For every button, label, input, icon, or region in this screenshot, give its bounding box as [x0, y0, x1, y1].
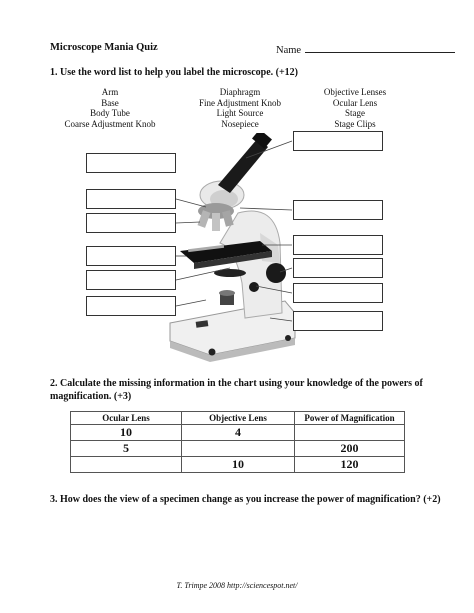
label-box-left-5[interactable] [86, 270, 176, 290]
word-arm: Arm [101, 87, 119, 97]
word-nosepiece: Nosepiece [221, 118, 259, 129]
word-stage-clips: Stage Clips [334, 118, 376, 129]
header-power-of-magnification: Power of Magnification [295, 412, 405, 425]
word-diaphragm: Diaphragm [219, 87, 261, 97]
table-row [71, 441, 405, 457]
table-row [71, 425, 405, 441]
word-base: Base [101, 97, 119, 108]
label-box-right-1[interactable] [293, 131, 383, 151]
word-objective-lenses: Objective Lenses [323, 87, 387, 97]
label-box-right-6[interactable] [293, 311, 383, 331]
word-light-source: Light Source [216, 108, 264, 118]
header-ocular-lens: Ocular Lens [71, 412, 182, 425]
footer-credit: T. Trimpe 2008 http://sciencespot.net/ [176, 581, 298, 590]
word-stage: Stage [345, 108, 365, 118]
label-box-right-4[interactable] [293, 258, 383, 278]
word-coarse-adjustment-knob: Coarse Adjustment Knob [64, 118, 156, 129]
table-header-row [71, 412, 405, 425]
page-title: Microscope Mania Quiz [50, 42, 158, 53]
cell-ocular: 10 [71, 425, 182, 441]
word-ocular-lens: Ocular Lens [332, 97, 378, 108]
cell-magnification: 200 [295, 441, 405, 457]
cell-magnification-blank[interactable] [295, 425, 405, 441]
label-box-left-2[interactable] [86, 189, 176, 209]
label-box-right-5[interactable] [293, 283, 383, 303]
word-fine-adjustment-knob: Fine Adjustment Knob [198, 97, 281, 108]
label-box-right-2[interactable] [293, 200, 383, 220]
cell-objective-blank[interactable] [182, 441, 295, 457]
label-box-right-3[interactable] [293, 235, 383, 255]
label-box-left-4[interactable] [86, 246, 176, 266]
table-row [71, 457, 405, 473]
label-box-left-6[interactable] [86, 296, 176, 316]
cell-objective: 4 [182, 425, 295, 441]
cell-ocular: 5 [71, 441, 182, 457]
name-label: Name [276, 45, 302, 56]
header-objective-lens: Objective Lens [182, 412, 295, 425]
word-body-tube: Body Tube [90, 108, 130, 118]
magnification-table [70, 411, 405, 473]
label-box-left-1[interactable] [86, 153, 176, 173]
cell-ocular-blank[interactable] [71, 457, 182, 473]
label-box-left-3[interactable] [86, 213, 176, 233]
question-3-prompt: 3. How does the view of a specimen change as you increase the power of magnification? (+2) [50, 494, 441, 505]
question-2-prompt: 2. Calculate the missing information in the chart using your knowledge of the powers of magnification. (+3) [50, 378, 423, 402]
cell-objective: 10 [182, 457, 295, 473]
question-1-prompt: 1. Use the word list to help you label the microscope. (+12) [50, 67, 298, 78]
cell-magnification: 120 [295, 457, 405, 473]
